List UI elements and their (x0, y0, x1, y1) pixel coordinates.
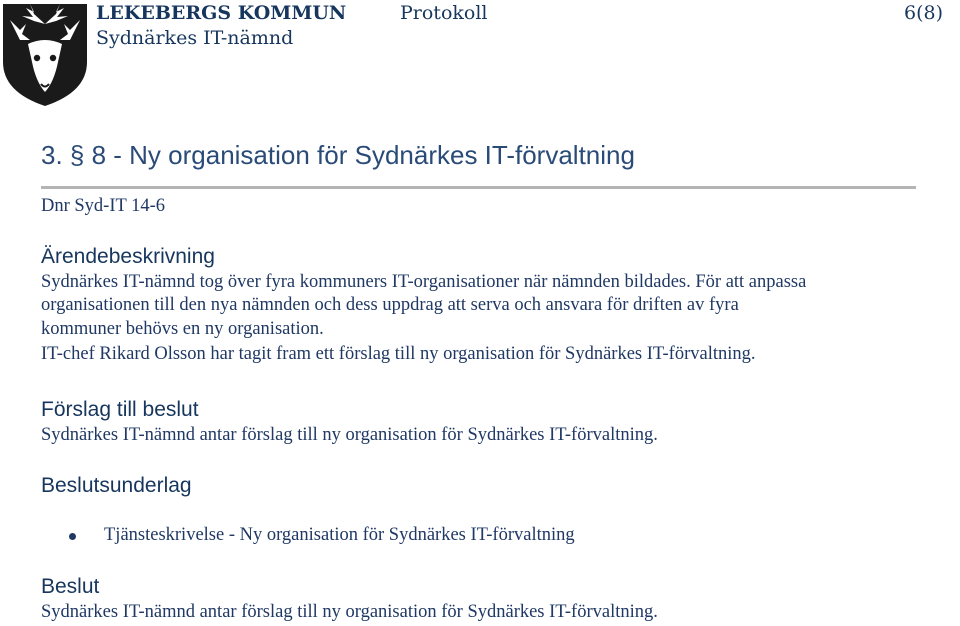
proposal-text: Sydnärkes IT-nämnd antar förslag till ny organisation för Sydnärkes IT-förvaltning. (41, 425, 658, 445)
description-line: IT-chef Rikard Olsson har tagit fram ett förslag till ny organisation för Sydnärkes IT-förvaltning. (41, 344, 756, 364)
section-heading-beslut: Beslut (41, 575, 100, 598)
description-line: kommuner behövs en ny organisation. (41, 319, 324, 339)
section-heading-forslag-till-beslut: Förslag till beslut (41, 398, 199, 421)
organization-name: LEKEBERGS KOMMUN (96, 2, 347, 24)
document-type: Protokoll (400, 2, 488, 24)
section-heading-beslutsunderlag: Beslutsunderlag (41, 474, 192, 497)
item-title: 3. § 8 - Ny organisation för Sydnärkes IT-förvaltning (41, 140, 635, 170)
description-line: Sydnärkes IT-nämnd tog över fyra kommuners IT-organisationer när nämnden bildades. För att anpassa (41, 272, 807, 292)
decision-basis-item: Tjänsteskrivelse - Ny organisation för Sydnärkes IT-förvaltning (104, 525, 575, 545)
page-number: 6(8) (904, 2, 944, 24)
diary-number: Dnr Syd-IT 14-6 (41, 196, 166, 216)
description-line: organisationen till den nya nämnden och dess uppdrag att serva och ansvara för driften av fyra (41, 295, 739, 315)
deer-head-coat-of-arms-icon (0, 0, 90, 108)
committee-name: Sydnärkes IT-nämnd (96, 27, 294, 49)
title-divider (41, 186, 916, 189)
section-heading-arendebeskrivning: Ärendebeskrivning (41, 245, 215, 268)
bullet-icon (69, 533, 76, 540)
decision-text: Sydnärkes IT-nämnd antar förslag till ny organisation för Sydnärkes IT-förvaltning. (41, 602, 658, 622)
